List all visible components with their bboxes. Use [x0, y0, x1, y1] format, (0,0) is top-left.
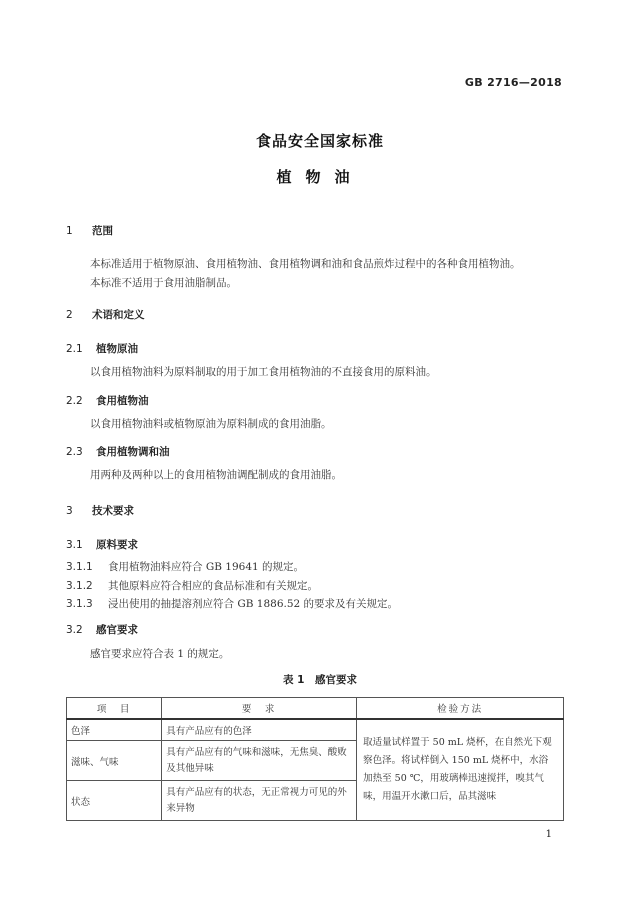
- table-header-row: [67, 698, 564, 720]
- table-cell-item: 状态: [67, 781, 162, 821]
- section-2-2-heading: 2.2 食用植物油: [66, 395, 149, 407]
- section-3-1-heading: 3.1 原料要求: [66, 539, 138, 551]
- section-2-1-paragraph: 以食用植物油料为原料制取的用于加工食用植物油的不直接食用的原料油。: [90, 366, 437, 378]
- table-row: [67, 719, 564, 741]
- section-2-heading: 2 术语和定义: [66, 309, 145, 321]
- table-cell-requirement: 具有产品应有的状态，无正常视力可见的外来异物: [162, 781, 357, 821]
- section-1-paragraph-2: 本标准不适用于食用油脂制品。: [90, 277, 237, 289]
- table-caption: 表 1 感官要求: [283, 674, 357, 686]
- section-1-heading: 1 范围: [66, 225, 113, 237]
- section-1-paragraph-1: 本标准适用于植物原油、食用植物油、食用植物调和油和食品煎炸过程中的各种食用植物油。: [90, 258, 521, 270]
- sensory-requirements-table: [66, 697, 564, 821]
- table-cell-item: 色泽: [67, 719, 162, 741]
- page-number: 1: [545, 829, 552, 840]
- clause-3-1-2: 3.1.2 其他原料应符合相应的食品标准和有关规定。: [66, 580, 318, 592]
- section-2-3-heading: 2.3 食用植物调和油: [66, 446, 170, 458]
- table-header-item: 项 目: [67, 698, 162, 720]
- document-title: 食品安全国家标准: [255, 132, 384, 150]
- section-3-heading: 3 技术要求: [66, 505, 134, 517]
- clause-3-1-3: 3.1.3 浸出使用的抽提溶剂应符合 GB 1886.52 的要求及有关规定。: [66, 598, 399, 610]
- section-2-3-paragraph: 用两种及两种以上的食用植物油调配制成的食用油脂。: [90, 469, 342, 481]
- table-header-method: 检验方法: [357, 698, 564, 720]
- section-3-2-paragraph: 感官要求应符合表 1 的规定。: [90, 648, 230, 660]
- table-cell-method: 取适量试样置于 50 mL 烧杯，在自然光下观察色泽。将试样倒入 150 mL 烧杯中，水浴加热至 50 ℃，用玻璃棒迅速搅拌，嗅其气味，用温开水漱口后，品其滋味: [357, 719, 564, 821]
- section-2-1-heading: 2.1 植物原油: [66, 343, 138, 355]
- standard-number: GB 2716—2018: [464, 76, 562, 89]
- section-2-2-paragraph: 以食用植物油料或植物原油为原料制成的食用油脂。: [90, 418, 332, 430]
- section-3-2-heading: 3.2 感官要求: [66, 624, 138, 636]
- table-cell-requirement: 具有产品应有的色泽: [162, 719, 357, 741]
- document-subtitle: 植物油: [276, 168, 364, 186]
- clause-3-1-1: 3.1.1 食用植物油料应符合 GB 19641 的规定。: [66, 561, 305, 573]
- table-header-requirement: 要 求: [162, 698, 357, 720]
- table-cell-item: 滋味、气味: [67, 741, 162, 781]
- table-cell-requirement: 具有产品应有的气味和滋味，无焦臭、酸败及其他异味: [162, 741, 357, 781]
